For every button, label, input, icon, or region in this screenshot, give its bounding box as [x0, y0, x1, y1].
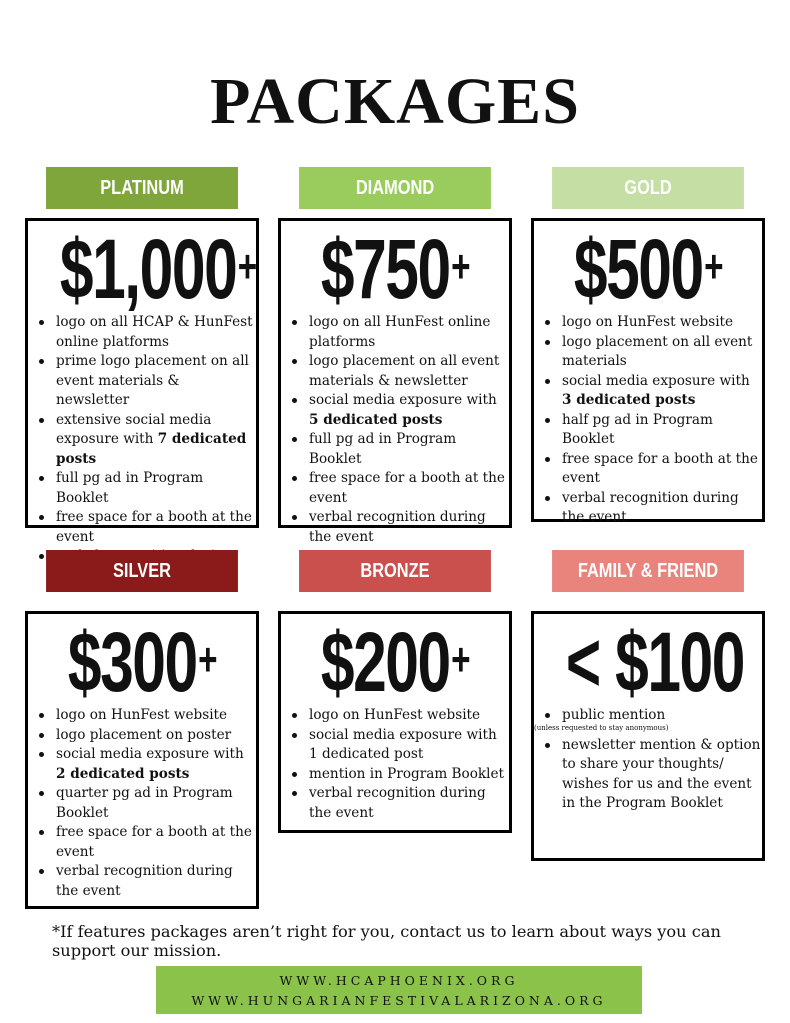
price-diamond: $750+	[320, 222, 470, 316]
features-bronze	[281, 706, 509, 823]
header-family-friend-label: FAMILY & FRIEND	[577, 560, 719, 582]
list-item: verbal recognition during the event	[309, 508, 509, 547]
list-item: social media exposure with 5 dedicated posts	[309, 391, 509, 430]
list-item: prime logo placement on all event materials & newsletter	[56, 352, 256, 411]
price-bronze: $200+	[320, 615, 470, 709]
list-item: free space for a booth at the event	[56, 823, 256, 862]
package-card-silver	[25, 611, 259, 909]
list-item: verbal recognition during the event	[56, 862, 256, 901]
list-item: social media exposure with 3 dedicated posts	[562, 372, 762, 411]
footnote: *If features packages aren’t right for you, contact us to learn about ways you can support our mission.	[52, 922, 721, 960]
features-silver	[28, 706, 256, 901]
package-card-gold	[531, 218, 765, 525]
header-silver	[46, 550, 238, 592]
list-item: mention in Program Booklet	[309, 765, 509, 785]
header-diamond-label: DIAMOND	[355, 177, 435, 199]
list-item: public mention	[562, 706, 762, 726]
price-gold: $500+	[573, 222, 723, 316]
list-item: social media exposure with 2 dedicated posts	[56, 745, 256, 784]
price-platinum: $1,000+	[59, 222, 256, 316]
features-family-friend	[534, 706, 762, 814]
header-bronze	[299, 550, 491, 592]
header-silver-label: SILVER	[112, 560, 172, 582]
price-silver: $300+	[67, 615, 217, 709]
list-item: full pg ad in Program Booklet	[309, 430, 509, 469]
features-gold	[534, 313, 762, 528]
list-item: extensive social media exposure with 7 dedicated posts	[56, 411, 256, 470]
list-item: verbal recognition during the event	[309, 784, 509, 823]
package-card-platinum	[25, 218, 259, 545]
features-platinum	[28, 313, 256, 586]
header-family-friend	[552, 550, 744, 592]
package-card-bronze	[278, 611, 512, 833]
list-item: logo placement on all event materials & newsletter	[309, 352, 509, 391]
header-gold-label: GOLD	[624, 177, 672, 199]
features-diamond	[281, 313, 509, 547]
list-item: free space for a booth at the event	[56, 508, 256, 547]
header-diamond	[299, 167, 491, 209]
fine-print: (unless requested to stay anonymous)	[534, 723, 669, 732]
list-item: logo on all HCAP & HunFest online platforms	[56, 313, 256, 352]
list-item: quarter pg ad in Program Booklet	[56, 784, 256, 823]
list-item: logo on HunFest website	[562, 313, 762, 333]
page-title: PACKAGES	[210, 65, 580, 138]
website-link-hcaphoenix[interactable]: WWW.HCAPHOENIX.ORG	[279, 973, 519, 988]
website-link-hungarianfestival[interactable]: WWW.HUNGARIANFESTIVALARIZONA.ORG	[191, 993, 607, 1008]
list-item: logo on HunFest website	[309, 706, 509, 726]
package-card-family-friend	[531, 611, 765, 861]
list-item: logo on HunFest website	[56, 706, 256, 726]
list-item: logo placement on poster	[56, 726, 256, 746]
header-gold	[552, 167, 744, 209]
list-item: social media exposure with 1 dedicated post	[309, 726, 509, 765]
list-item: newsletter mention & option to share your thoughts/ wishes for us and the event in the Program Booklet	[562, 736, 762, 814]
list-item: half pg ad in Program Booklet	[562, 411, 762, 450]
list-item: free space for a booth at the event	[309, 469, 509, 508]
header-platinum	[46, 167, 238, 209]
price-family-friend: < $100	[565, 615, 744, 709]
list-item: full pg ad in Program Booklet	[56, 469, 256, 508]
header-platinum-label: PLATINUM	[100, 177, 184, 199]
header-bronze-label: BRONZE	[360, 560, 430, 582]
package-card-diamond	[278, 218, 512, 545]
list-item: free space for a booth at the event	[562, 450, 762, 489]
list-item: logo on all HunFest online platforms	[309, 313, 509, 352]
list-item: verbal recognition during the event	[562, 489, 762, 528]
list-item: logo placement on all event materials	[562, 333, 762, 372]
url-bar	[156, 966, 642, 1014]
